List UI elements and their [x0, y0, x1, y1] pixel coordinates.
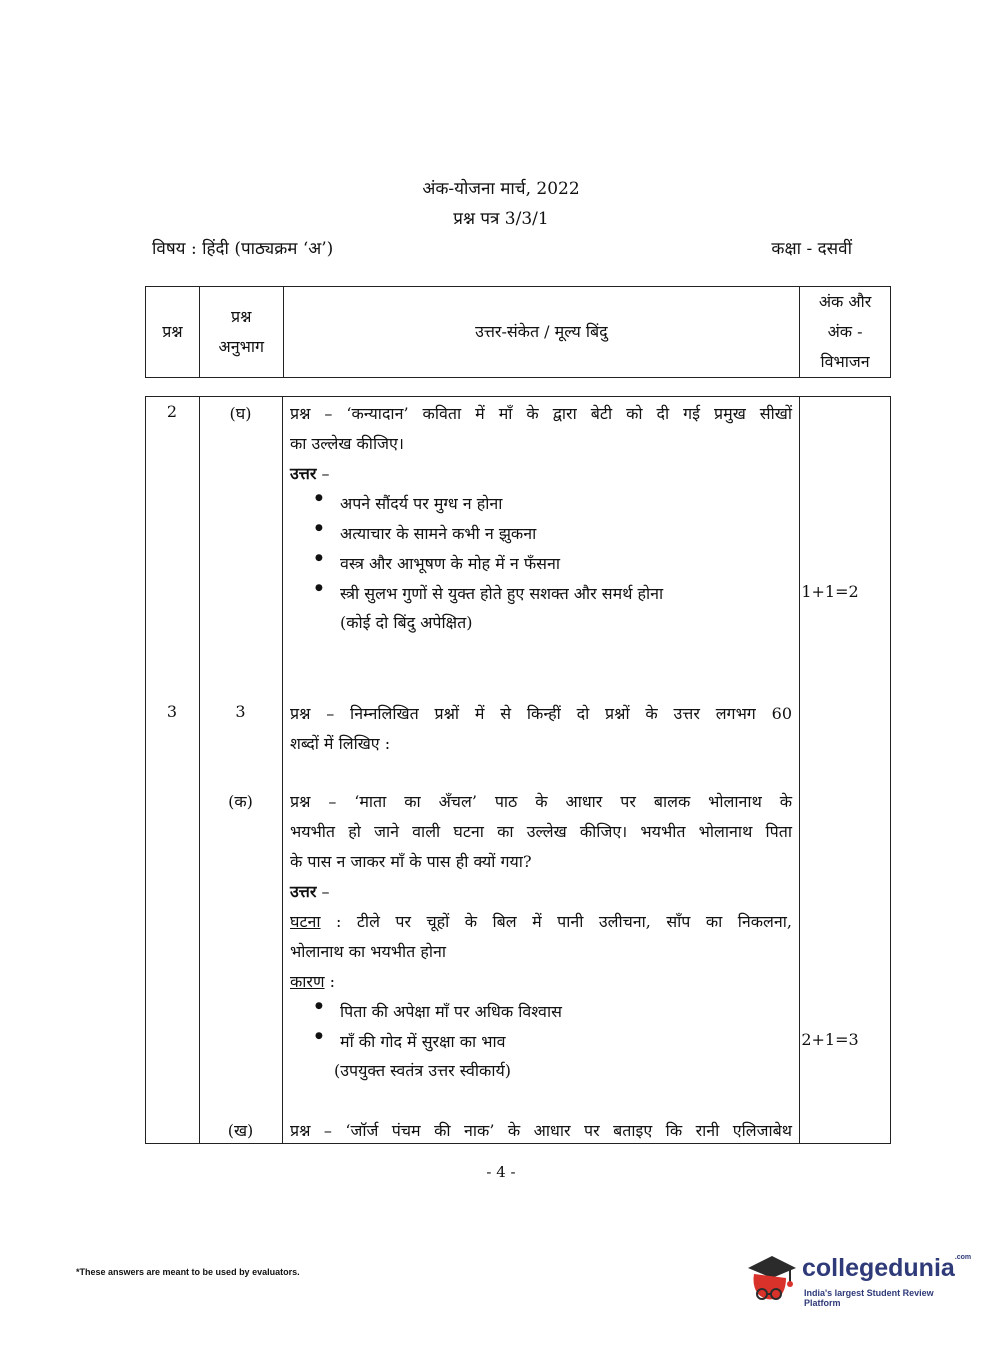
q3k-question-line1: प्रश्न – ‘माता का अँचल’ पाठ के आधार पर बालक भोलानाथ के — [290, 792, 792, 811]
student-mascot-icon — [742, 1250, 800, 1310]
col-question-header: प्रश्न — [146, 287, 200, 378]
q2-bullet-2: ● अत्याचार के सामने कभी न झुकना — [340, 522, 536, 544]
q3kh-question-line1: प्रश्न – ‘जॉर्ज पंचम की नाक’ के आधार पर बताइए कि रानी एलिजाबेथ — [290, 1121, 792, 1140]
q2-number: 2 — [166, 402, 178, 421]
q3-number: 3 — [166, 702, 178, 721]
brand-name: collegedunia$^{.com}$ — [802, 1254, 972, 1282]
q2-note: (कोई दो बिंदु अपेक्षित) — [340, 613, 473, 632]
document-title: अंक-योजना मार्च, 2022 — [422, 179, 580, 199]
q2-marks: 1+1=2 — [801, 582, 859, 601]
q3k-event-line2: भोलानाथ का भयभीत होना — [290, 942, 447, 961]
class-label: कक्षा - दसवीं — [771, 239, 852, 259]
q3k-marks: 2+1=3 — [801, 1030, 859, 1049]
q3kh-part: (ख) — [227, 1121, 254, 1140]
q3k-bullet-1: ● पिता की अपेक्षा माँ पर अधिक विश्वास — [340, 1000, 562, 1022]
q3k-part: (क) — [228, 792, 253, 811]
evaluator-footnote: *These answers are meant to be used by evaluators. — [76, 1267, 300, 1277]
q3k-answer-heading: उत्तर – — [290, 882, 330, 901]
q2-bullet-4: ● स्त्री सुलभ गुणों से युक्त होते हुए सशक्त और समर्थ होना — [340, 582, 663, 604]
q3-part: 3 — [235, 702, 246, 721]
q2-question-line2: का उल्लेख कीजिए। — [290, 434, 404, 453]
col-answer-header: उत्तर-संकेत / मूल्य बिंदु — [283, 287, 800, 378]
q3-question-line1: प्रश्न – निम्नलिखित प्रश्नों में से किन्हीं दो प्रश्नों के उत्तर लगभग 60 — [290, 704, 792, 723]
col-section-header: प्रश्न अनुभाग — [199, 287, 283, 378]
q3k-bullet-2: ● माँ की गोद में सुरक्षा का भाव — [340, 1030, 506, 1052]
table-header — [145, 286, 891, 378]
q3k-note: (उपयुक्त स्वतंत्र उत्तर स्वीकार्य) — [334, 1061, 511, 1080]
col-marks-header: अंक और अंक - विभाजन — [800, 287, 891, 378]
paper-code: प्रश्न पत्र 3/3/1 — [453, 209, 549, 229]
event-label: घटना — [290, 912, 321, 931]
q3k-question-line3: के पास न जाकर माँ के पास ही क्यों गया? — [290, 852, 532, 871]
q3-question-line2: शब्दों में लिखिए : — [290, 734, 391, 753]
q3k-question-line2: भयभीत हो जाने वाली घटना का उल्लेख कीजिए। भयभीत भोलानाथ पिता — [290, 822, 792, 841]
q2-bullet-1: ● अपने सौंदर्य पर मुग्ध न होना — [340, 492, 502, 514]
collegedunia-logo — [742, 1250, 972, 1310]
q2-part: (घ) — [229, 404, 252, 423]
q3k-reason-heading: कारण : — [290, 972, 336, 991]
answer-table — [145, 396, 891, 1144]
q2-question-line1: प्रश्न – ‘कन्यादान’ कविता में माँ के द्वारा बेटी को दी गई प्रमुख सीखों — [290, 404, 792, 423]
page-number: - 4 - — [486, 1163, 516, 1181]
q2-answer-heading: उत्तर – — [290, 464, 330, 483]
subject-label: विषय : हिंदी (पाठ्यक्रम ‘अ’) — [152, 239, 334, 259]
brand-tagline: India's largest Student Review Platform — [804, 1288, 934, 1308]
q2-bullet-3: ● वस्त्र और आभूषण के मोह में न फँसना — [340, 552, 560, 574]
q3k-event-line1: घटना : टीले पर चूहों के बिल में पानी उलीचना, साँप का निकलना, — [290, 912, 792, 931]
